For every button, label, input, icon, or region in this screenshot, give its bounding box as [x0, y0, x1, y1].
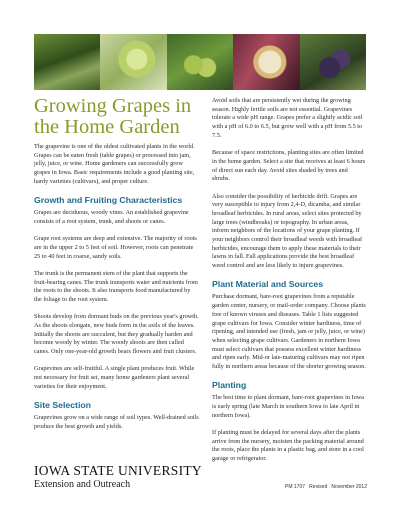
extension-unit: Extension and Outreach: [34, 479, 131, 490]
intro-paragraph: The grapevine is one of the oldest cultivated plants in the world. Grapes can be eaten fresh (table grapes) or processed into jam, jelly, juice, or wine. Home gardeners can successfully grow grapes in Iowa. Basic requirements include a good planting site, hardy varieties (cultivars), and proper culture.: [34, 143, 195, 185]
section-heading-growth: Growth and Fruiting Characteristics: [34, 195, 183, 206]
left-column: [34, 143, 199, 440]
site-paragraph-4: Also consider the possibility of herbicide drift. Grapes are very susceptible to injury from 2,4-D, dicamba, and similar broadleaf herbicides. In rural areas, select sites protected by large trees (windbreaks) or topography. In urban areas, inform neighbors of the locations of your grape planting. If your neighbors control their broadleaf weeds with broadleaf herbicides, encourage them to apply these materials to their lawns in fall. Fall applications provide the best broadleaf weed control and are less likely to injure grapevines.: [212, 192, 363, 270]
section-heading-site: Site Selection: [34, 400, 91, 411]
growth-paragraph-2: Grape root systems are deep and extensive. The majority of roots are in the upper 2 to 5 feet of soil. However, roots can penetrate 25 to 40 feet in coarse, sandy soils.: [34, 235, 197, 260]
site-paragraph-1: Grapevines grow on a wide range of soil types. Well-drained soils produce the best growth and yields.: [34, 414, 199, 430]
section-heading-plant-material: Plant Material and Sources: [212, 279, 324, 290]
growth-paragraph-4: Shoots develop from dormant buds on the previous year's growth. As the shoots elongate, new buds form in the axils of the leaves. Initially the shoots are succulent, but they gradually harden and become woody by winter. The woody shoots are then called canes. Only one-year-old growth bears flowers and fruit clusters.: [34, 313, 199, 356]
section-heading-planting: Planting: [212, 380, 247, 391]
university-logo: [34, 464, 234, 491]
site-paragraph-2: Avoid soils that are persistently wet during the growing season. Highly fertile soils are not essential. Grapevines tolerate a wide pH range. Grapes prefer a slightly acidic soil with a pH of 6.0 to 6.5, but grow well with a pH from 5.5 to 7.5.: [212, 97, 363, 139]
grape-flower-photo: [100, 34, 166, 90]
page-title: Growing Grapes in the Home Garden: [34, 95, 192, 138]
site-paragraph-3: Because of space restrictions, planting sites are often limited in the home garden. Select a site that receives at least 6 hours of direct sun each day. Avoid sites shaded by trees and shrubs.: [212, 149, 366, 183]
purple-grapes-photo: [300, 34, 366, 90]
right-column: [212, 97, 367, 472]
growth-paragraph-1: Grapes are deciduous, woody vines. An established grapevine consists of a root system, trunk, and shoots or canes.: [34, 209, 189, 225]
growth-paragraph-3: The trunk is the permanent stem of the plant that supports the fruit-bearing canes. The trunk transports water and nutrients from the roots to the shoots. It also transports food manufactured by the foliage to the root system.: [34, 269, 198, 303]
green-grapes-photo: [167, 34, 233, 90]
publication-number: PM 1707 Revised November 2012: [285, 484, 367, 490]
cut-grape-photo: [233, 34, 299, 90]
plant-material-paragraph: Purchase dormant, bare-root grapevines from a reputable garden center, nursery, or mail-order company. Choose plants free of known viruses and diseases. Table 1 lists suggested grape cultivars for Iowa. Consider winter hardiness, time of ripening, and intended use (fresh, jam or jelly, juice, or wine) when selecting grape cultivars. Gardeners in northern Iowa must select cultivars that possess excellent winter hardiness and ripen early. Mid-or late-maturing cultivars may not ripen fully in northern areas because of the shorter growing season.: [212, 293, 366, 371]
growth-paragraph-5: Grapevines are self-fruitful. A single plant produces fruit. While not necessary for fruit set, many home gardeners plant several varieties for their enjoyment.: [34, 365, 195, 390]
planting-paragraph-1: The best time to plant dormant, bare-root grapevines in Iowa is early spring (late March in southern Iowa to late April in northern Iowa).: [212, 394, 365, 419]
planting-paragraph-2: If planting must be delayed for several days after the plants arrive from the nursery, moisten the packing material around the roots, place the plants in a plastic bag, and store in a cool garage or refrigerator.: [212, 429, 364, 463]
university-name: IOWA STATE UNIVERSITY: [34, 463, 202, 478]
header-photo-strip: [34, 34, 366, 90]
grapevine-leaves-photo: [34, 34, 100, 90]
